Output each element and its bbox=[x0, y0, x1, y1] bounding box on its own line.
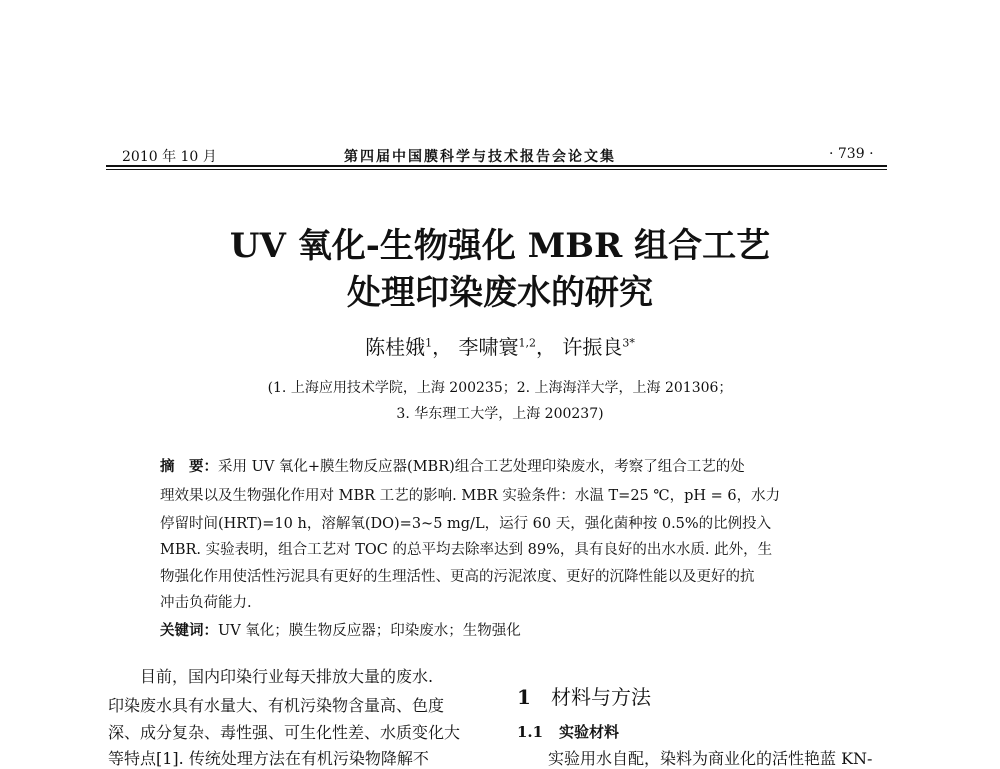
affiliation-line-1: (1. 上海应用技术学院，上海 200235；2. 上海海洋大学，上海 201306； bbox=[267, 380, 733, 396]
body-text-line: 目前，国内印染行业每天排放大量的废水. bbox=[140, 667, 434, 686]
paper-title-line-1: UV 氧化-生物强化 MBR 组合工艺 bbox=[229, 226, 771, 266]
section-number: 1 bbox=[517, 685, 531, 709]
author-name: 陈桂娥 bbox=[365, 335, 426, 359]
body-text-line: 深、成分复杂、毒性强、可生化性差、水质变化大 bbox=[108, 723, 461, 742]
section-title: 材料与方法 bbox=[551, 685, 651, 709]
abstract-line: 物强化作用使活性污泥具有更好的生理活性、更高的污泥浓度、更好的沉降性能以及更好的抗 bbox=[160, 569, 755, 585]
running-header-date: 2010 年 10 月 bbox=[122, 149, 217, 165]
author-affiliation-mark: 1 bbox=[425, 336, 433, 350]
abstract-line: MBR. 实验表明，组合工艺对 TOC 的总平均去除率达到 89%，具有良好的出水水质. 此外，生 bbox=[160, 542, 773, 558]
author-list bbox=[0, 331, 1000, 360]
author-separator: ， bbox=[536, 335, 556, 359]
abstract-line: 停留时间(HRT)=10 h，溶解氧(DO)=3~5 mg/L，运行 60 天，强化菌种按 0.5%的比例投入 bbox=[160, 516, 772, 532]
author-affiliation-mark: 1,2 bbox=[518, 336, 536, 350]
subsection-title: 实验材料 bbox=[559, 723, 620, 741]
section-heading bbox=[517, 681, 651, 710]
subsection-number: 1.1 bbox=[517, 723, 544, 741]
abstract-line bbox=[160, 455, 745, 476]
running-header-conference: 第四届中国膜科学与技术报告会论文集 bbox=[344, 149, 616, 165]
author-separator: ， bbox=[432, 335, 453, 359]
abstract-line: 冲击负荷能力. bbox=[160, 595, 252, 611]
author-name: 李啸寰 bbox=[458, 335, 519, 359]
running-header-page-number: · 739 · bbox=[829, 146, 874, 162]
author-affiliation-mark: 3* bbox=[622, 336, 635, 350]
header-rule-thick bbox=[106, 165, 887, 167]
header-rule-thin bbox=[106, 169, 887, 170]
body-text-line: 印染废水具有水量大、有机污染物含量高、色度 bbox=[108, 696, 445, 715]
keywords bbox=[160, 619, 521, 640]
subsection-heading bbox=[517, 721, 619, 742]
author-name: 许振良 bbox=[562, 335, 623, 359]
body-text-line: 实验用水自配，染料为商业化的活性艳蓝 KN- bbox=[548, 749, 873, 768]
keywords-text: UV 氧化；膜生物反应器；印染废水；生物强化 bbox=[218, 623, 521, 639]
paper-title-line-2: 处理印染废水的研究 bbox=[347, 273, 653, 313]
abstract-text: 采用 UV 氧化+膜生物反应器(MBR)组合工艺处理印染废水，考察了组合工艺的处 bbox=[218, 459, 745, 475]
abstract-label: 摘 要： bbox=[160, 459, 218, 475]
affiliation-line-2: 3. 华东理工大学，上海 200237) bbox=[396, 406, 604, 422]
keywords-label: 关键词： bbox=[160, 623, 218, 639]
body-text-line: 等特点[1]. 传统处理方法在有机污染物降解不 bbox=[108, 749, 429, 768]
abstract-line: 理效果以及生物强化作用对 MBR 工艺的影响. MBR 实验条件：水温 T=25 ℃，pH = 6，水力 bbox=[160, 488, 781, 504]
